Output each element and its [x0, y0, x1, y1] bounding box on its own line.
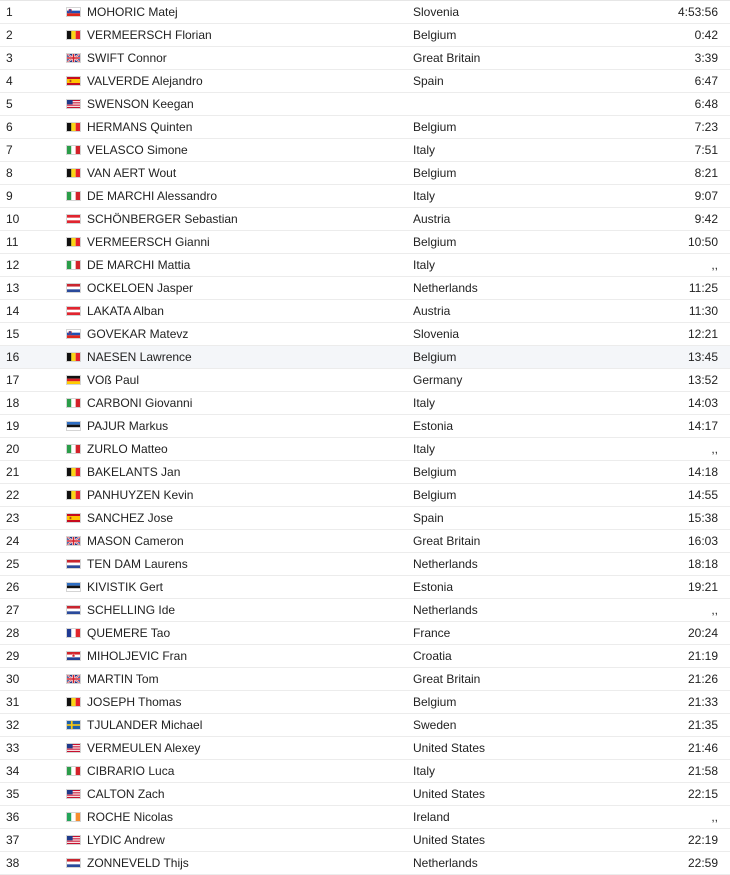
result-row[interactable] [0, 231, 730, 254]
nl-flag-icon [66, 858, 81, 868]
be-flag-icon [66, 490, 81, 500]
country-cell: Germany [413, 373, 463, 387]
rider-name-link[interactable]: PANHUYZEN Kevin [87, 488, 194, 502]
time-gap-cell: 4:53:56 [677, 5, 718, 19]
rank-cell: 32 [6, 718, 20, 732]
se-flag-icon [66, 720, 81, 730]
at-flag-icon [66, 214, 81, 224]
rider-name-link[interactable]: NAESEN Lawrence [87, 350, 192, 364]
time-gap-cell: 11:25 [688, 281, 718, 295]
country-cell: Ireland [413, 810, 450, 824]
nl-flag-icon [66, 605, 81, 615]
hr-flag-icon [66, 651, 81, 661]
es-flag-icon [66, 76, 81, 86]
rank-cell: 6 [6, 120, 13, 134]
rider-name-link[interactable]: KIVISTIK Gert [87, 580, 164, 594]
rider-name-link[interactable]: VALVERDE Alejandro [87, 74, 203, 88]
country-cell: Belgium [413, 120, 457, 134]
rider-name-link[interactable]: LAKATA Alban [87, 304, 164, 318]
result-row[interactable] [0, 760, 730, 783]
time-gap-cell: 8:21 [694, 166, 718, 180]
gb-flag-icon [66, 53, 81, 63]
at-flag-icon [66, 306, 81, 316]
nl-flag-icon [66, 559, 81, 569]
result-row[interactable] [0, 346, 730, 369]
country-cell: Italy [413, 764, 436, 778]
rank-cell: 10 [6, 212, 20, 226]
result-row[interactable] [0, 622, 730, 645]
result-row[interactable] [0, 93, 730, 116]
si-flag-icon [66, 7, 81, 17]
time-gap-cell: 21:58 [687, 764, 718, 778]
rank-cell: 26 [6, 580, 20, 594]
result-row[interactable] [0, 185, 730, 208]
be-flag-icon [66, 352, 81, 362]
ee-flag-icon [66, 582, 81, 592]
country-cell: Netherlands [413, 856, 478, 870]
rider-name-link[interactable]: SCHELLING Ide [87, 603, 176, 617]
be-flag-icon [66, 30, 81, 40]
rider-name-link[interactable]: CIBRARIO Luca [87, 764, 175, 778]
time-gap-cell: ,, [711, 810, 718, 824]
rider-name-link[interactable]: MIHOLJEVIC Fran [87, 649, 188, 663]
rank-cell: 12 [6, 258, 20, 272]
rider-name-link[interactable]: MASON Cameron [87, 534, 184, 548]
time-gap-cell: 22:59 [687, 856, 718, 870]
time-gap-cell: 21:46 [687, 741, 718, 755]
result-row[interactable] [0, 24, 730, 47]
rider-name-link[interactable]: BAKELANTS Jan [87, 465, 181, 479]
result-row[interactable] [0, 392, 730, 415]
rider-name-link[interactable]: SANCHEZ Jose [87, 511, 174, 525]
rider-name-link[interactable]: SCHÖNBERGER Sebastian [87, 212, 238, 226]
country-cell: Croatia [413, 649, 452, 663]
be-flag-icon [66, 237, 81, 247]
es-flag-icon [66, 513, 81, 523]
de-flag-icon [66, 375, 81, 385]
time-gap-cell: 7:23 [694, 120, 718, 134]
time-gap-cell: 14:18 [687, 465, 718, 479]
rank-cell: 14 [6, 304, 20, 318]
country-cell: Austria [413, 304, 451, 318]
time-gap-cell: 14:55 [687, 488, 718, 502]
time-gap-cell: 18:18 [687, 557, 718, 571]
result-row[interactable] [0, 116, 730, 139]
ie-flag-icon [66, 812, 81, 822]
rider-name-link[interactable]: CALTON Zach [87, 787, 165, 801]
time-gap-cell: 10:50 [687, 235, 718, 249]
country-cell: Belgium [413, 350, 457, 364]
time-gap-cell: 14:03 [687, 396, 718, 410]
it-flag-icon [66, 260, 81, 270]
result-row[interactable] [0, 852, 730, 875]
fr-flag-icon [66, 628, 81, 638]
time-gap-cell: 9:07 [694, 189, 718, 203]
rider-name-link[interactable]: GOVEKAR Matevz [87, 327, 189, 341]
country-cell: Spain [413, 511, 444, 525]
rank-cell: 22 [6, 488, 20, 502]
result-row[interactable] [0, 829, 730, 852]
rank-cell: 1 [6, 5, 13, 19]
country-cell: Slovenia [413, 5, 460, 19]
country-cell: Italy [413, 442, 436, 456]
rider-name-link[interactable]: CARBONI Giovanni [87, 396, 193, 410]
it-flag-icon [66, 145, 81, 155]
result-row[interactable] [0, 162, 730, 185]
country-cell: Great Britain [413, 51, 481, 65]
be-flag-icon [66, 697, 81, 707]
country-cell: Estonia [413, 580, 454, 594]
be-flag-icon [66, 168, 81, 178]
rider-name-link[interactable]: SWIFT Connor [87, 51, 167, 65]
time-gap-cell: 12:21 [687, 327, 718, 341]
result-row[interactable] [0, 599, 730, 622]
country-cell: Belgium [413, 166, 457, 180]
result-row[interactable] [0, 323, 730, 346]
time-gap-cell: 16:03 [687, 534, 718, 548]
rank-cell: 3 [6, 51, 13, 65]
rank-cell: 30 [6, 672, 20, 686]
us-flag-icon [66, 835, 81, 845]
result-row[interactable] [0, 783, 730, 806]
country-cell: Netherlands [413, 557, 478, 571]
country-cell: Austria [413, 212, 451, 226]
rank-cell: 20 [6, 442, 20, 456]
rank-cell: 5 [6, 97, 13, 111]
country-cell: United States [413, 833, 486, 847]
country-cell: Estonia [413, 419, 454, 433]
us-flag-icon [66, 743, 81, 753]
rank-cell: 18 [6, 396, 20, 410]
us-flag-icon [66, 99, 81, 109]
country-cell: Italy [413, 189, 436, 203]
time-gap-cell: 13:52 [687, 373, 718, 387]
rider-name-link[interactable]: QUEMERE Tao [87, 626, 171, 640]
rank-cell: 27 [6, 603, 20, 617]
country-cell: Belgium [413, 695, 457, 709]
rider-name-link[interactable]: PAJUR Markus [87, 419, 169, 433]
rider-name-link[interactable]: TEN DAM Laurens [87, 557, 188, 571]
country-cell: Slovenia [413, 327, 460, 341]
it-flag-icon [66, 444, 81, 454]
rider-name-link[interactable]: ROCHE Nicolas [87, 810, 174, 824]
rank-cell: 13 [6, 281, 20, 295]
country-cell: Spain [413, 74, 444, 88]
it-flag-icon [66, 191, 81, 201]
country-cell: Italy [413, 396, 436, 410]
si-flag-icon [66, 329, 81, 339]
rank-cell: 35 [6, 787, 20, 801]
time-gap-cell: 21:26 [687, 672, 718, 686]
result-row[interactable] [0, 714, 730, 737]
country-cell: Belgium [413, 488, 457, 502]
result-row[interactable] [0, 691, 730, 714]
us-flag-icon [66, 789, 81, 799]
time-gap-cell: 11:30 [688, 304, 718, 318]
rider-name-link[interactable]: VAN AERT Wout [87, 166, 177, 180]
result-row[interactable] [0, 47, 730, 70]
time-gap-cell: 19:21 [687, 580, 718, 594]
result-row[interactable] [0, 208, 730, 231]
result-row[interactable] [0, 806, 730, 829]
rank-cell: 9 [6, 189, 13, 203]
rank-cell: 7 [6, 143, 13, 157]
result-row[interactable] [0, 668, 730, 691]
country-cell: Great Britain [413, 534, 481, 548]
result-row[interactable] [0, 438, 730, 461]
result-row[interactable] [0, 139, 730, 162]
gb-flag-icon [66, 674, 81, 684]
country-cell: Belgium [413, 465, 457, 479]
time-gap-cell: 15:38 [687, 511, 718, 525]
country-cell: Italy [413, 258, 436, 272]
time-gap-cell: 20:24 [687, 626, 718, 640]
rider-name-link[interactable]: VOß Paul [87, 373, 140, 387]
time-gap-cell: 21:19 [687, 649, 718, 663]
result-row[interactable] [0, 461, 730, 484]
rank-cell: 37 [6, 833, 20, 847]
rank-cell: 21 [6, 465, 20, 479]
time-gap-cell: 21:33 [687, 695, 718, 709]
result-row[interactable] [0, 645, 730, 668]
ee-flag-icon [66, 421, 81, 431]
rider-name-link[interactable]: HERMANS Quinten [87, 120, 193, 134]
rider-name-link[interactable]: MARTIN Tom [87, 672, 159, 686]
result-row[interactable] [0, 553, 730, 576]
rider-name-link[interactable]: ZONNEVELD Thijs [87, 856, 189, 870]
rider-name-link[interactable]: VERMEULEN Alexey [87, 741, 201, 755]
result-row[interactable] [0, 300, 730, 323]
result-row[interactable] [0, 70, 730, 93]
country-cell: Belgium [413, 235, 457, 249]
rider-name-link[interactable]: JOSEPH Thomas [87, 695, 182, 709]
time-gap-cell: 3:39 [694, 51, 718, 65]
it-flag-icon [66, 766, 81, 776]
rank-cell: 38 [6, 856, 20, 870]
nl-flag-icon [66, 283, 81, 293]
rider-name-link[interactable]: VERMEERSCH Florian [87, 28, 212, 42]
time-gap-cell: 7:51 [694, 143, 718, 157]
time-gap-cell: 6:48 [694, 97, 718, 111]
rider-name-link[interactable]: DE MARCHI Mattia [87, 258, 191, 272]
time-gap-cell: 9:42 [694, 212, 718, 226]
rank-cell: 8 [6, 166, 13, 180]
rank-cell: 34 [6, 764, 20, 778]
country-cell: United States [413, 741, 486, 755]
rider-name-link[interactable]: SWENSON Keegan [87, 97, 194, 111]
country-cell: Great Britain [413, 672, 481, 686]
result-row[interactable] [0, 1, 730, 24]
country-cell: United States [413, 787, 486, 801]
rank-cell: 24 [6, 534, 20, 548]
be-flag-icon [66, 467, 81, 477]
rank-cell: 4 [6, 74, 13, 88]
result-row[interactable] [0, 737, 730, 760]
time-gap-cell: 22:15 [687, 787, 718, 801]
rank-cell: 33 [6, 741, 20, 755]
rank-cell: 23 [6, 511, 20, 525]
rider-name-link[interactable]: TJULANDER Michael [87, 718, 203, 732]
result-row[interactable] [0, 484, 730, 507]
rider-name-link[interactable]: MOHORIC Matej [87, 5, 178, 19]
time-gap-cell: 13:45 [687, 350, 718, 364]
result-row[interactable] [0, 277, 730, 300]
rider-name-link[interactable]: LYDIC Andrew [87, 833, 165, 847]
result-row[interactable] [0, 369, 730, 392]
result-row[interactable] [0, 530, 730, 553]
country-cell: Sweden [413, 718, 457, 732]
time-gap-cell: ,, [711, 603, 718, 617]
rank-cell: 31 [6, 695, 20, 709]
time-gap-cell: 0:42 [694, 28, 718, 42]
country-cell: Netherlands [413, 603, 478, 617]
rider-name-link[interactable]: VELASCO Simone [87, 143, 188, 157]
rank-cell: 15 [6, 327, 20, 341]
time-gap-cell: ,, [711, 442, 718, 456]
rider-name-link[interactable]: ZURLO Matteo [87, 442, 168, 456]
rank-cell: 17 [6, 373, 20, 387]
country-cell: Belgium [413, 28, 457, 42]
country-cell: Netherlands [413, 281, 478, 295]
country-cell: Italy [413, 143, 436, 157]
rank-cell: 16 [6, 350, 20, 364]
rider-name-link[interactable]: DE MARCHI Alessandro [87, 189, 218, 203]
rank-cell: 2 [6, 28, 13, 42]
time-gap-cell: 14:17 [687, 419, 718, 433]
rank-cell: 25 [6, 557, 20, 571]
time-gap-cell: 21:35 [687, 718, 718, 732]
rank-cell: 36 [6, 810, 20, 824]
result-row[interactable] [0, 415, 730, 438]
result-row[interactable] [0, 254, 730, 277]
rider-name-link[interactable]: VERMEERSCH Gianni [87, 235, 210, 249]
rank-cell: 19 [6, 419, 20, 433]
result-row[interactable] [0, 507, 730, 530]
be-flag-icon [66, 122, 81, 132]
rank-cell: 11 [6, 235, 19, 249]
it-flag-icon [66, 398, 81, 408]
time-gap-cell: 6:47 [694, 74, 718, 88]
country-cell: France [413, 626, 451, 640]
rider-name-link[interactable]: OCKELOEN Jasper [87, 281, 194, 295]
rank-cell: 29 [6, 649, 20, 663]
rank-cell: 28 [6, 626, 20, 640]
result-row[interactable] [0, 576, 730, 599]
gb-flag-icon [66, 536, 81, 546]
time-gap-cell: 22:19 [687, 833, 718, 847]
time-gap-cell: ,, [711, 258, 718, 272]
